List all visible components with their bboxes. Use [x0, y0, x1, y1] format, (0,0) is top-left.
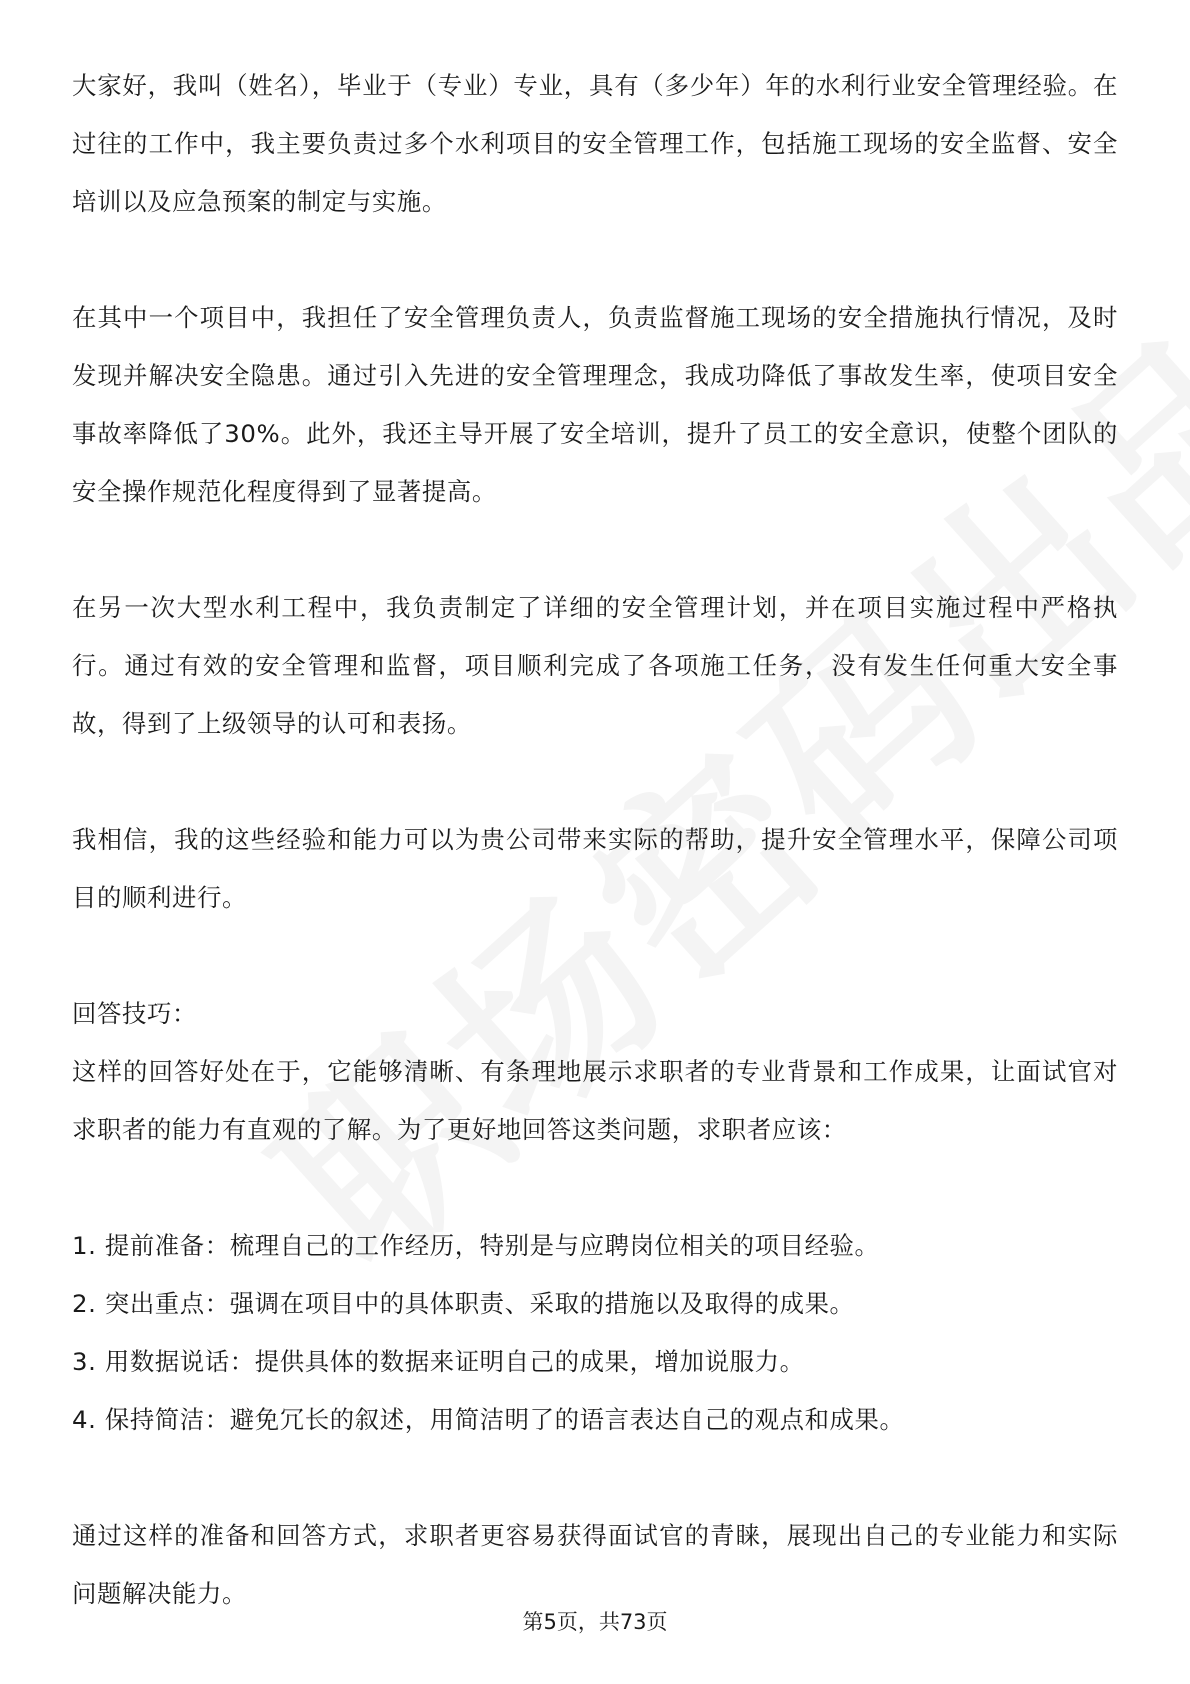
paragraph-project-two: 在另一次大型水利工程中，我负责制定了详细的安全管理计划，并在项目实施过程中严格执行。通过有效的安全管理和监督，项目顺利完成了各项施工任务，没有发生任何重大安全事故，得到了上级领导的认可和表扬。	[72, 593, 1118, 738]
paragraph-intro: 大家好，我叫（姓名），毕业于（专业）专业，具有（多少年）年的水利行业安全管理经验。在过往的工作中，我主要负责过多个水利项目的安全管理工作，包括施工现场的安全监督、安全培训以及应急预案的制定与实施。	[72, 71, 1118, 216]
paragraph-gap	[72, 1449, 1118, 1507]
list-item: 3. 用数据说话：提供具体的数据来证明自己的成果，增加说服力。	[72, 1347, 805, 1376]
document-body	[72, 57, 1118, 1623]
list-item: 4. 保持简洁：避免冗长的叙述，用简洁明了的语言表达自己的观点和成果。	[72, 1405, 905, 1434]
list-item: 2. 突出重点：强调在项目中的具体职责、采取的措施以及取得的成果。	[72, 1289, 855, 1318]
paragraph-gap	[72, 231, 1118, 289]
tips-intro: 这样的回答好处在于，它能够清晰、有条理地展示求职者的专业背景和工作成果，让面试官对求职者的能力有直观的了解。为了更好地回答这类问题，求职者应该：	[72, 1057, 1118, 1144]
list-item: 1. 提前准备：梳理自己的工作经历，特别是与应聘岗位相关的项目经验。	[72, 1231, 880, 1260]
page-number: 第5页，共73页	[522, 1610, 668, 1634]
paragraph-gap	[72, 753, 1118, 811]
paragraph-gap	[72, 1159, 1118, 1217]
tips-list	[72, 1217, 1118, 1449]
paragraph-gap	[72, 927, 1118, 985]
tips-heading: 回答技巧：	[72, 999, 197, 1028]
paragraph-closing: 我相信，我的这些经验和能力可以为贵公司带来实际的帮助，提升安全管理水平，保障公司项目的顺利进行。	[72, 825, 1118, 912]
paragraph-project-one: 在其中一个项目中，我担任了安全管理负责人，负责监督施工现场的安全措施执行情况，及时发现并解决安全隐患。通过引入先进的安全管理理念，我成功降低了事故发生率，使项目安全事故率降低了30%。此外，我还主导开展了安全培训，提升了员工的安全意识，使整个团队的安全操作规范化程度得到了显著提高。	[72, 303, 1118, 506]
paragraph-gap	[72, 521, 1118, 579]
paragraph-conclusion: 通过这样的准备和回答方式，求职者更容易获得面试官的青睐，展现出自己的专业能力和实际问题解决能力。	[72, 1521, 1118, 1608]
